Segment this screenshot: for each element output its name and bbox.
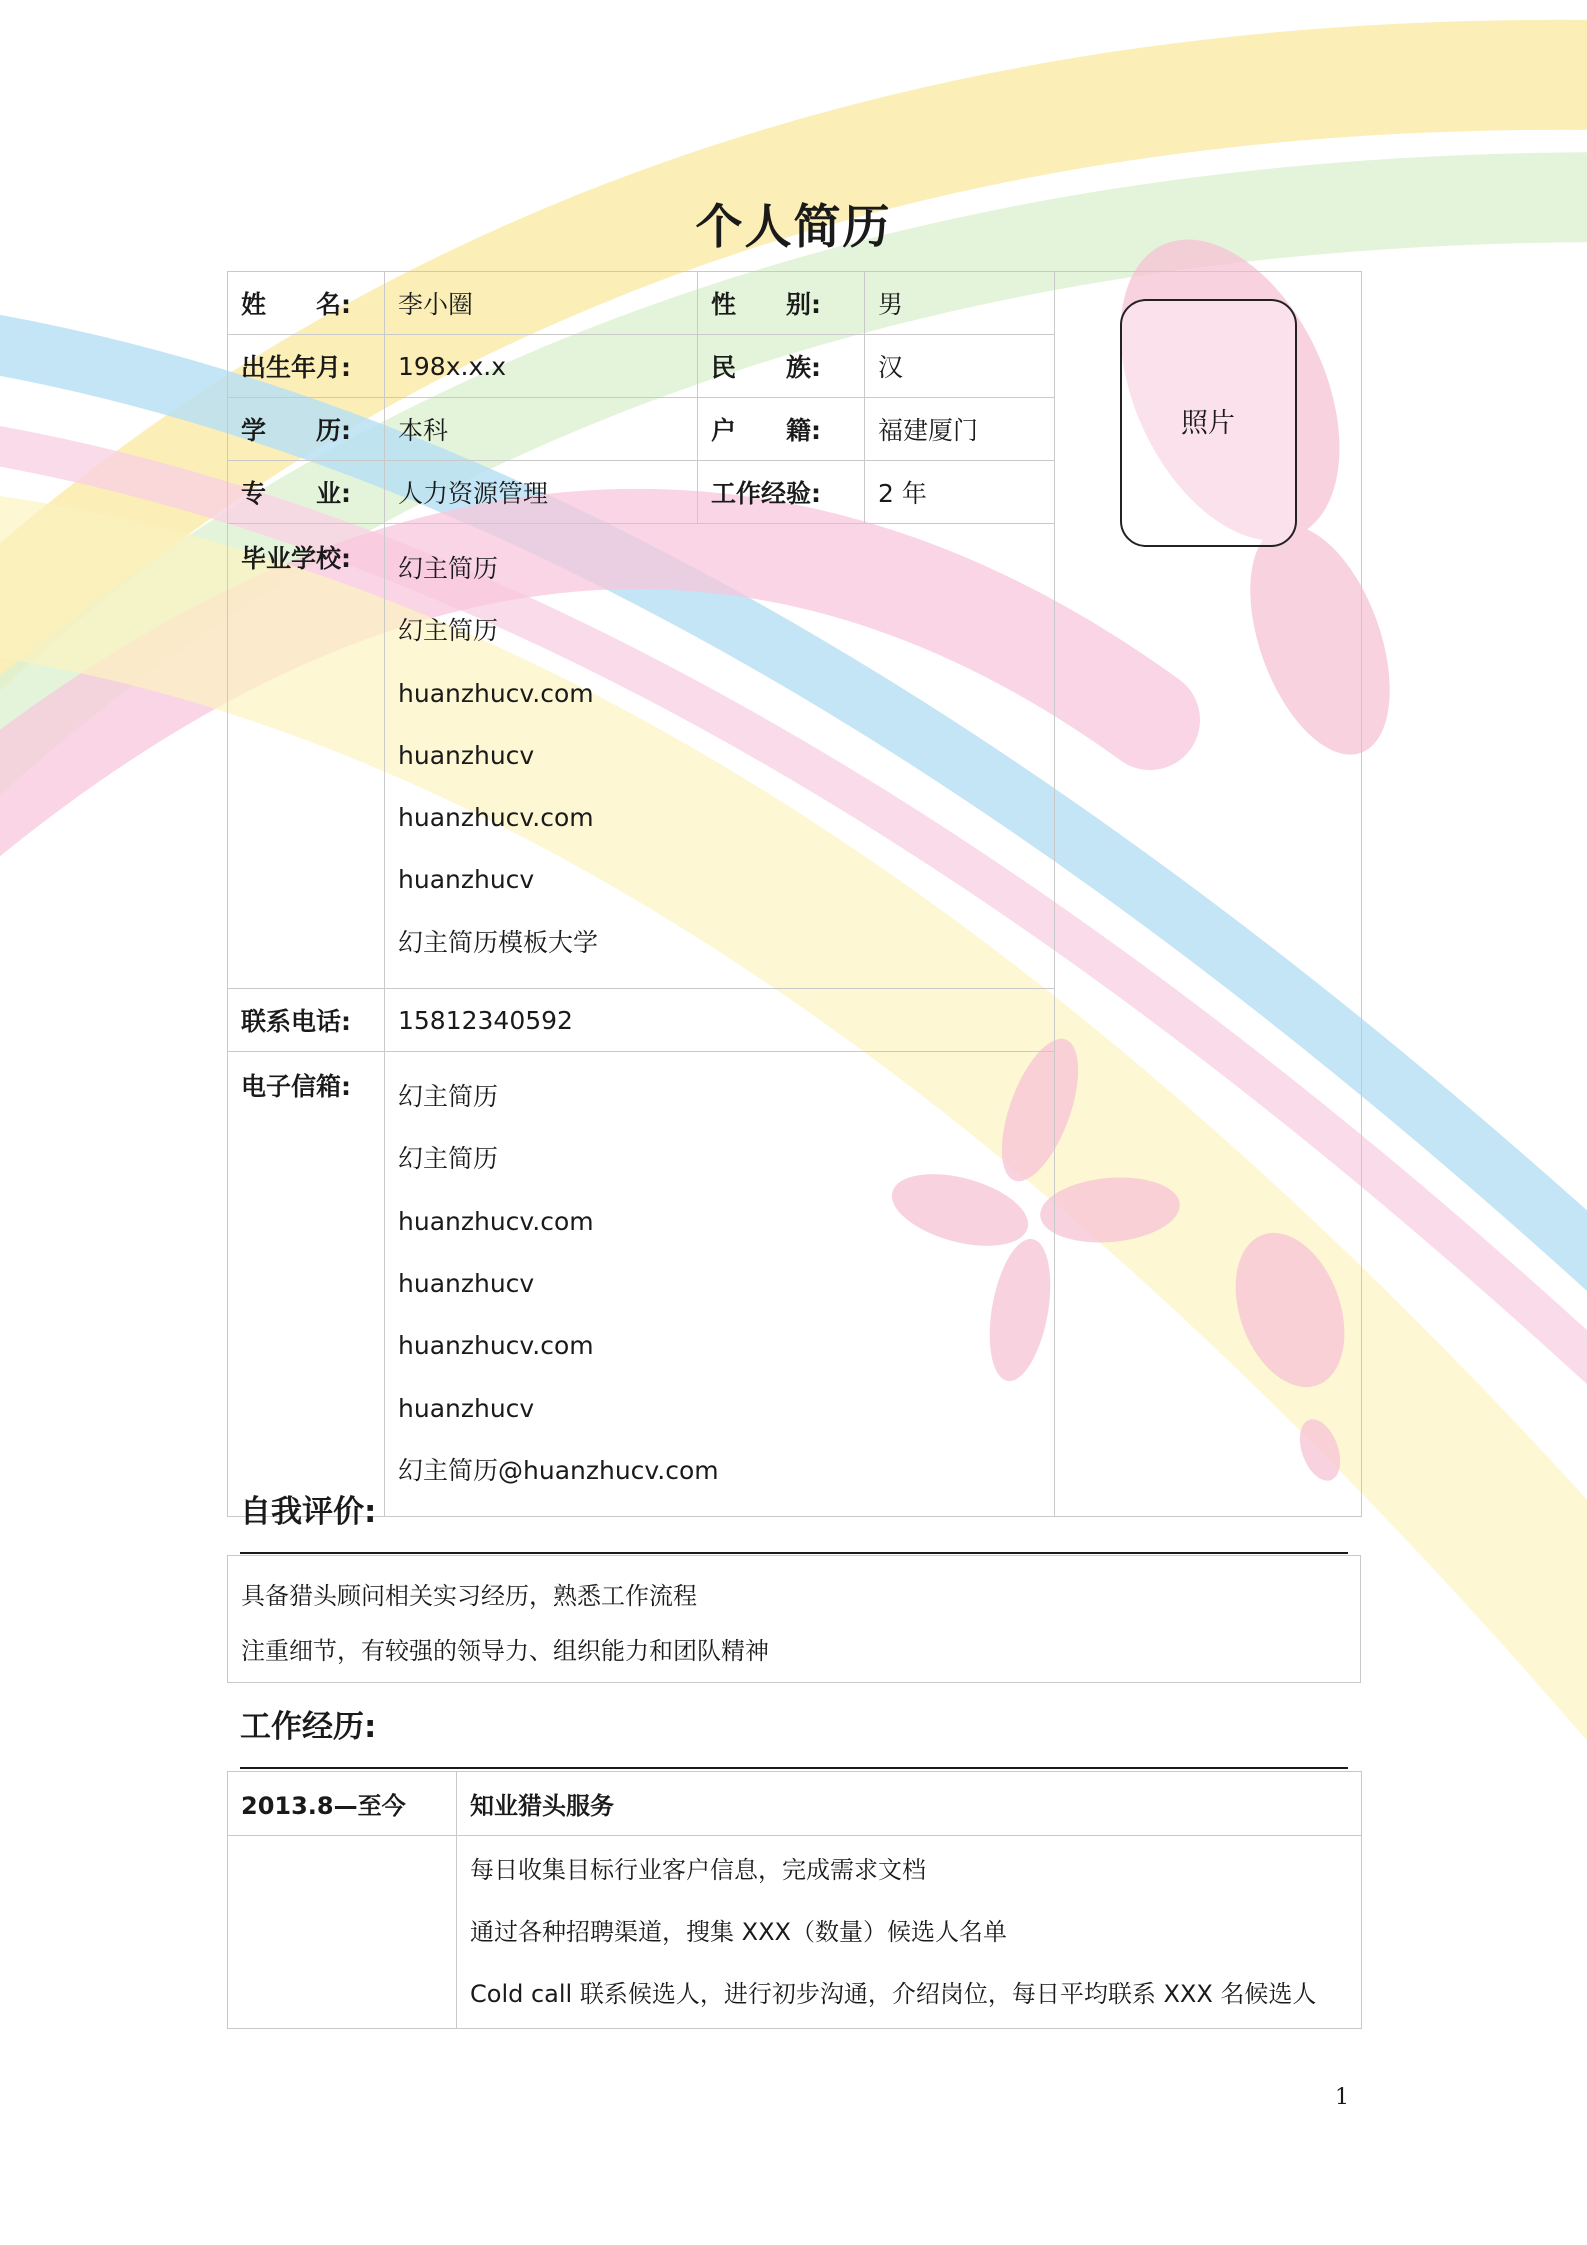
birth-value: 198x.x.x [385, 335, 698, 398]
work-heading: 工作经历: [240, 1709, 377, 1745]
hometown-value: 福建厦门 [865, 398, 1055, 461]
email-label: 电子信箱: [228, 1052, 385, 1517]
self-eval-rule [240, 1552, 1348, 1554]
experience-label: 工作经验: [698, 461, 865, 524]
photo-placeholder [1120, 299, 1297, 547]
school-line: huanzhucv [398, 740, 535, 770]
work-period: 2013.8—至今 [228, 1772, 457, 1836]
gender-label: 性 别: [698, 272, 865, 335]
email-value [385, 1052, 1362, 1517]
email-line: 幻主简历 [398, 1144, 499, 1174]
self-eval-line: 注重细节，有较强的领导力、组织能力和团队精神 [241, 1637, 769, 1665]
major-value: 人力资源管理 [385, 461, 698, 524]
name-value: 李小圈 [385, 272, 698, 335]
work-duty-line: 通过各种招聘渠道，搜集 XXX（数量）候选人名单 [470, 1918, 1007, 1946]
email-line: 幻主简历@huanzhucv.com [398, 1455, 719, 1485]
school-line: huanzhucv [398, 865, 535, 895]
work-company: 知业猎头服务 [457, 1772, 1362, 1836]
self-eval-heading: 自我评价: [240, 1494, 377, 1530]
email-line: huanzhucv.com [398, 1331, 594, 1361]
school-line: 幻主简历模板大学 [398, 927, 599, 957]
major-label: 专 业: [228, 461, 385, 524]
school-value [385, 524, 1055, 989]
email-line: huanzhucv.com [398, 1206, 594, 1236]
email-line: huanzhucv [398, 1268, 535, 1298]
work-duty-line: Cold call 联系候选人，进行初步沟通，介绍岗位，每日平均联系 XXX 名候选人 [470, 1980, 1317, 2008]
self-eval-box [227, 1555, 1361, 1683]
education-value: 本科 [385, 398, 698, 461]
page-title: 个人简历 [695, 200, 892, 255]
phone-value: 15812340592 [385, 989, 1362, 1052]
work-duty-line: 每日收集目标行业客户信息，完成需求文档 [470, 1856, 926, 1884]
experience-value: 2 年 [865, 461, 1055, 524]
phone-label: 联系电话: [228, 989, 385, 1052]
personal-info-table [227, 271, 1362, 1517]
name-label: 姓 名: [228, 272, 385, 335]
email-line: 幻主简历 [398, 1082, 499, 1112]
ethnicity-label: 民 族: [698, 335, 865, 398]
ethnicity-value: 汉 [865, 335, 1055, 398]
work-duties [457, 1836, 1362, 2029]
school-line: 幻主简历 [398, 616, 499, 646]
birth-label: 出生年月: [228, 335, 385, 398]
self-eval-line: 具备猎头顾问相关实习经历，熟悉工作流程 [241, 1582, 697, 1610]
school-line: huanzhucv.com [398, 678, 594, 708]
work-period-empty [228, 1836, 457, 2029]
school-line: huanzhucv.com [398, 803, 594, 833]
education-label: 学 历: [228, 398, 385, 461]
gender-value: 男 [865, 272, 1055, 335]
page-number: 1 [1335, 2085, 1349, 2110]
school-line: 幻主简历 [398, 554, 499, 583]
hometown-label: 户 籍: [698, 398, 865, 461]
school-label: 毕业学校: [228, 524, 385, 989]
work-rule [240, 1767, 1348, 1769]
photo-label: 照片 [1181, 408, 1235, 439]
email-line: huanzhucv [398, 1393, 535, 1423]
work-table [227, 1771, 1362, 2029]
